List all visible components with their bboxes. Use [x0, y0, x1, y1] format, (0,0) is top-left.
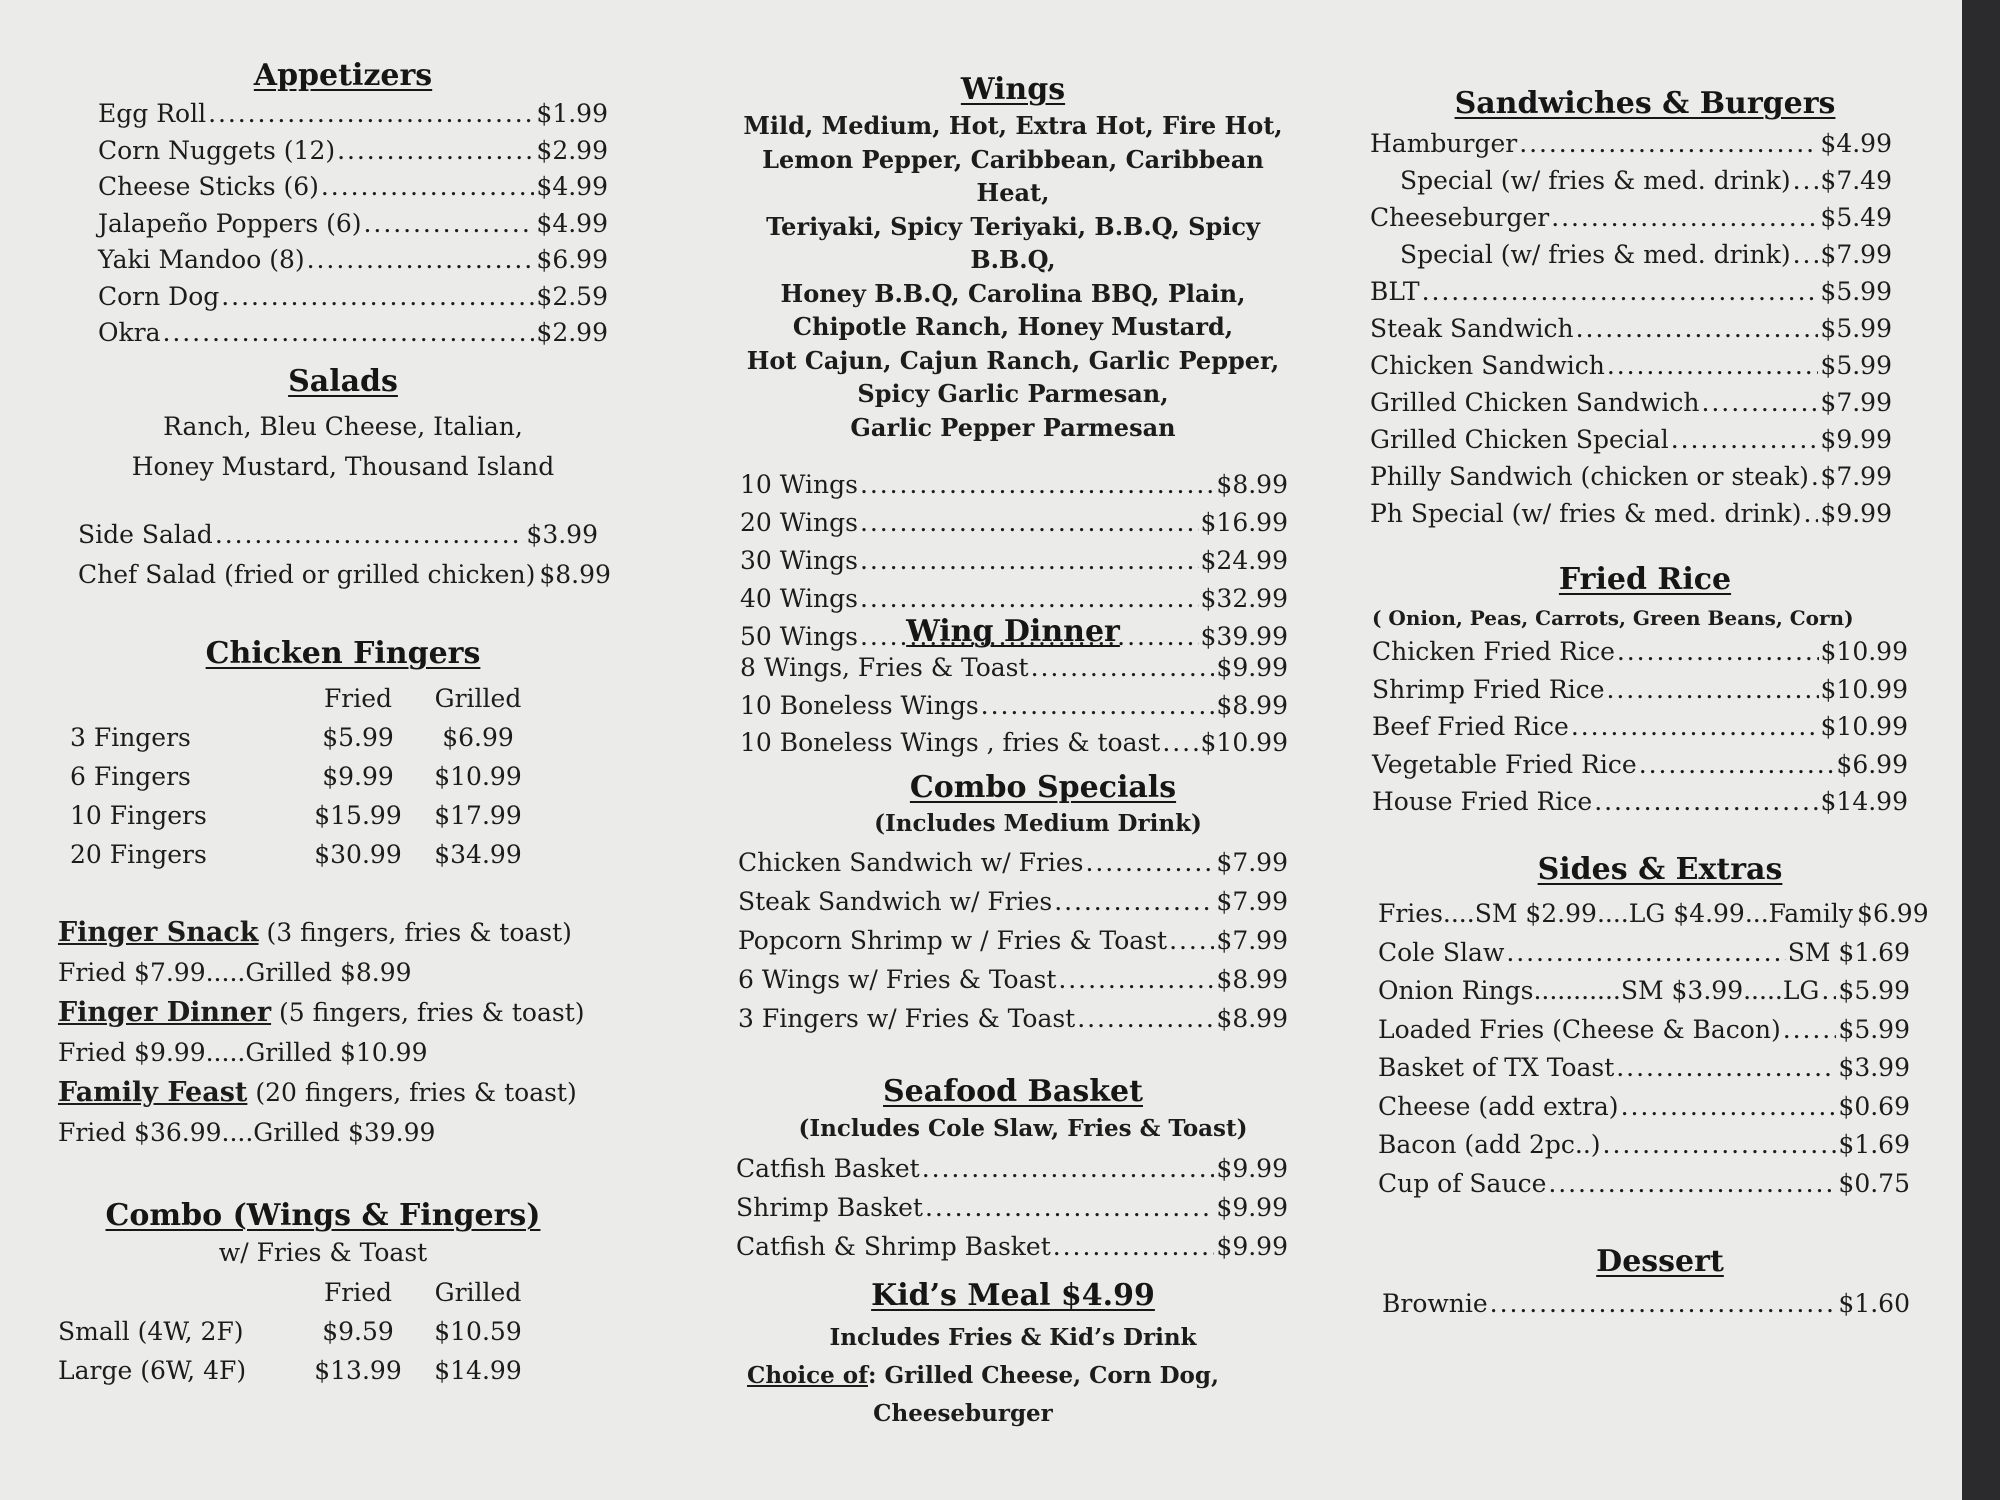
leader-dots	[1506, 934, 1785, 973]
item-price: $8.99	[1216, 1004, 1288, 1033]
leader-dots	[215, 515, 525, 555]
wing-flavor-line: Teriyaki, Spicy Teriyaki, B.B.Q, Spicy B.B.Q,	[766, 211, 1260, 274]
item-name: Chicken Sandwich	[1370, 351, 1605, 380]
finger-meal-header	[58, 913, 658, 953]
leader-dots	[1162, 724, 1198, 762]
item-name: Grilled Chicken Special	[1370, 425, 1669, 454]
grilled-price: $10.99	[434, 762, 522, 791]
wing-flavor-line: Lemon Pepper, Caribbean, Caribbean Heat,	[762, 144, 1264, 207]
finger-meals-list	[58, 913, 658, 1153]
price-row	[70, 796, 658, 835]
leader-dots	[1671, 421, 1819, 458]
item-name: Corn Dog	[98, 281, 220, 311]
item-name: Catfish & Shrimp Basket	[736, 1232, 1051, 1261]
leader-dots	[307, 242, 535, 279]
sandwich-item	[1370, 310, 1892, 347]
finger-meal-desc: (3 fingers, fries & toast)	[266, 918, 572, 947]
item-name: 20 Wings	[740, 508, 858, 537]
sandwiches-section	[1360, 86, 1930, 532]
item-name: Special (w/ fries & med. drink)	[1400, 240, 1791, 269]
item-price: $6.99	[1857, 899, 1929, 928]
item-name: Vegetable Fried Rice	[1372, 749, 1637, 779]
leader-dots	[364, 206, 535, 243]
appetizer-item	[98, 315, 608, 352]
appetizers-section	[58, 58, 658, 352]
item-price: $0.69	[1838, 1091, 1910, 1121]
leader-dots	[1551, 199, 1818, 236]
item-price: $10.99	[1200, 728, 1288, 757]
leader-dots	[1548, 1165, 1836, 1204]
chicken-fingers-table	[58, 718, 658, 874]
fried-price: $9.99	[322, 762, 394, 791]
salads-title: Salads	[288, 364, 398, 399]
side-item	[1378, 1049, 1910, 1088]
wing-dinner-item	[740, 649, 1288, 687]
dessert-section	[1360, 1244, 1930, 1323]
sandwich-item	[1370, 384, 1892, 421]
combo-special-item	[738, 843, 1288, 882]
side-item	[1378, 972, 1910, 1011]
seafood-item	[736, 1227, 1288, 1266]
leader-dots	[1603, 1126, 1837, 1165]
combo-wings-fingers-section	[58, 1198, 658, 1390]
item-name: Beef Fried Rice	[1372, 712, 1569, 741]
item-price: $1.99	[536, 99, 608, 128]
item-price: $1.60	[1838, 1289, 1910, 1318]
salad-item	[78, 555, 611, 595]
wing-dinner-list	[728, 649, 1298, 762]
leader-dots	[1085, 843, 1214, 882]
item-name: Cole Slaw	[1378, 937, 1505, 967]
sides-title: Sides & Extras	[1537, 852, 1783, 887]
wing-item	[740, 466, 1288, 504]
finger-meal-prices: Fried $9.99.....Grilled $10.99	[58, 1038, 428, 1067]
item-price: $24.99	[1200, 546, 1288, 575]
leader-dots	[1783, 1011, 1837, 1050]
appetizers-title: Appetizers	[253, 58, 433, 93]
leader-dots	[1058, 960, 1214, 999]
item-name: 6 Wings w/ Fries & Toast	[738, 965, 1057, 994]
col-fried-label: Fried	[323, 1278, 393, 1307]
seafood-section	[728, 1074, 1298, 1266]
appetizer-item	[98, 133, 608, 170]
side-item	[1378, 934, 1910, 973]
item-name: Ph Special (w/ fries & med. drink)	[1370, 499, 1802, 528]
side-item	[1378, 895, 1929, 934]
price-row	[58, 1351, 658, 1390]
item-name: Shrimp Basket	[736, 1193, 923, 1222]
item-price: $32.99	[1200, 584, 1288, 613]
item-price: $8.99	[1216, 965, 1288, 994]
combo-specials-list	[728, 843, 1298, 1038]
wing-item	[740, 542, 1288, 580]
item-price: $3.99	[1838, 1053, 1910, 1082]
leader-dots	[1571, 708, 1819, 746]
seafood-item	[736, 1149, 1288, 1188]
item-name: Okra	[98, 318, 161, 347]
side-item	[1378, 1165, 1910, 1204]
combo-special-item	[738, 999, 1288, 1038]
leader-dots	[208, 96, 534, 133]
item-price: $2.99	[536, 318, 608, 347]
item-name: Grilled Chicken Sandwich	[1370, 388, 1700, 417]
leader-dots	[321, 169, 535, 206]
item-price: $7.99	[1216, 848, 1288, 877]
item-price: $1.69	[1838, 1130, 1910, 1159]
item-name: Brownie	[1382, 1289, 1488, 1318]
grilled-price: $34.99	[434, 840, 522, 869]
item-name: 3 Fingers w/ Fries & Toast	[738, 1004, 1076, 1033]
leader-dots	[860, 466, 1214, 504]
item-price: $16.99	[1200, 508, 1288, 537]
leader-dots	[1607, 347, 1819, 384]
item-name: Steak Sandwich	[1370, 314, 1574, 343]
combo-specials-section	[728, 770, 1298, 1038]
leader-dots	[1793, 236, 1819, 273]
salads-list	[58, 515, 658, 595]
sandwich-item	[1370, 162, 1892, 199]
item-name: Hamburger	[1370, 129, 1518, 158]
col-fried-label: Fried	[323, 684, 393, 713]
wing-flavors	[728, 109, 1298, 444]
fried-price: $9.59	[322, 1317, 394, 1346]
fried-rice-list	[1360, 633, 1930, 821]
row-label: 10 Fingers	[70, 801, 207, 830]
item-name: Cup of Sauce	[1378, 1168, 1547, 1198]
finger-meals-section	[58, 913, 658, 1153]
leader-dots	[1422, 273, 1819, 310]
leader-dots	[1621, 1088, 1837, 1127]
item-price: $7.99	[1820, 240, 1892, 269]
fried-price: $5.99	[322, 723, 394, 752]
dessert-item	[1382, 1285, 1910, 1323]
leader-dots	[1576, 310, 1819, 347]
item-name: Catfish Basket	[736, 1154, 920, 1183]
item-price: $6.99	[536, 245, 608, 274]
sandwich-item	[1370, 236, 1892, 273]
item-name: Jalapeño Poppers (6)	[98, 208, 362, 238]
combo-wf-subtitle: w/ Fries & Toast	[218, 1238, 428, 1267]
leader-dots	[1639, 746, 1835, 784]
item-name: Steak Sandwich w/ Fries	[738, 887, 1053, 916]
spacer	[271, 998, 279, 1027]
finger-meal-prices: Fried $7.99.....Grilled $8.99	[58, 958, 412, 987]
item-name: Yaki Mandoo (8)	[98, 245, 305, 274]
sandwich-item	[1370, 125, 1892, 162]
chicken-fingers-title: Chicken Fingers	[205, 636, 481, 671]
item-price: $4.99	[1820, 129, 1892, 158]
item-name: Shrimp Fried Rice	[1372, 674, 1605, 704]
appetizer-item	[98, 242, 608, 279]
item-price: $9.99	[1820, 425, 1892, 454]
item-price: $10.99	[1820, 674, 1908, 704]
grilled-price: $14.99	[434, 1356, 522, 1385]
leader-dots	[925, 1188, 1214, 1227]
item-price: $5.49	[1820, 203, 1892, 232]
leader-dots	[1793, 162, 1819, 199]
leader-dots	[1606, 671, 1818, 709]
col-grilled-label: Grilled	[434, 684, 522, 713]
side-item	[1378, 1088, 1910, 1127]
combo-specials-subtitle: (Includes Medium Drink)	[874, 810, 1202, 837]
item-name: Popcorn Shrimp w / Fries & Toast	[738, 926, 1168, 955]
item-name: Cheese Sticks (6)	[98, 172, 319, 201]
wing-dinner-section	[728, 614, 1298, 762]
item-name: 10 Wings	[740, 470, 858, 499]
item-price: $10.99	[1820, 712, 1908, 741]
leader-dots	[1803, 495, 1818, 532]
item-price: $8.99	[1216, 470, 1288, 499]
leader-dots	[860, 504, 1199, 542]
kids-meal-includes: Includes Fries & Kid’s Drink	[829, 1324, 1197, 1351]
item-price: $0.75	[1838, 1168, 1910, 1198]
item-price: $9.99	[1216, 1154, 1288, 1183]
item-name: 10 Boneless Wings	[740, 690, 979, 720]
choice-of-label: Choice of	[747, 1362, 869, 1389]
finger-meal-title: Finger Dinner	[58, 997, 272, 1028]
seafood-item	[736, 1188, 1288, 1227]
finger-meal-header	[58, 993, 658, 1033]
item-price: $7.99	[1820, 462, 1892, 491]
item-price: $5.99	[1820, 277, 1892, 306]
wing-flavor-line: Chipotle Ranch, Honey Mustard,	[792, 312, 1234, 341]
wing-item	[740, 580, 1288, 618]
appetizer-item	[98, 279, 608, 316]
row-label: 6 Fingers	[70, 762, 191, 791]
sandwich-item	[1370, 421, 1892, 458]
leader-dots	[1519, 125, 1818, 162]
row-label: Small (4W, 2F)	[58, 1317, 244, 1346]
appetizers-list	[58, 96, 658, 352]
wing-flavor-line: Hot Cajun, Cajun Ranch, Garlic Pepper,	[746, 345, 1280, 375]
item-name: Bacon (add 2pc..)	[1378, 1130, 1601, 1159]
item-price: $7.99	[1216, 926, 1288, 955]
row-label: 3 Fingers	[70, 723, 191, 752]
item-price: $6.99	[1836, 749, 1908, 779]
appetizer-item	[98, 169, 608, 206]
item-name: Philly Sandwich (chicken or steak)	[1370, 462, 1809, 491]
combo-special-item	[738, 921, 1288, 960]
leader-dots	[1821, 972, 1836, 1011]
item-price: $7.49	[1820, 166, 1892, 195]
wing-dinner-title: Wing Dinner	[906, 614, 1120, 649]
leader-dots	[981, 687, 1215, 725]
sandwich-item	[1370, 495, 1892, 532]
finger-meal-prices: Fried $36.99....Grilled $39.99	[58, 1118, 436, 1147]
finger-meal-desc: (5 fingers, fries & toast)	[279, 998, 585, 1027]
item-name: 50 Wings	[740, 622, 858, 651]
item-name: Special (w/ fries & med. drink)	[1400, 166, 1791, 195]
sandwich-item	[1370, 199, 1892, 236]
item-price: $9.99	[1216, 1232, 1288, 1261]
item-price: $4.99	[536, 208, 608, 238]
finger-meal-header	[58, 1073, 658, 1113]
fried-rice-subtitle: ( Onion, Peas, Carrots, Green Beans, Corn)	[1372, 606, 1854, 630]
fried-rice-section	[1360, 562, 1930, 821]
sandwiches-list	[1360, 125, 1930, 532]
leader-dots	[1031, 649, 1215, 687]
item-price: $8.99	[1216, 690, 1288, 720]
item-name: House Fried Rice	[1372, 787, 1593, 816]
chicken-fingers-header	[58, 679, 658, 718]
item-name: Chef Salad (fried or grilled chicken)	[78, 560, 536, 589]
item-price: $14.99	[1820, 787, 1908, 816]
item-price: $7.99	[1216, 887, 1288, 916]
combo-wf-header	[58, 1273, 658, 1312]
grilled-price: $6.99	[442, 723, 514, 752]
item-price: $5.99	[1838, 1014, 1910, 1044]
combo-wf-table	[58, 1312, 658, 1390]
wing-dinner-item	[740, 687, 1288, 725]
leader-dots	[1702, 384, 1819, 421]
wing-flavor-line: Spicy Garlic Parmesan,	[857, 379, 1169, 408]
wings-section	[728, 72, 1298, 656]
sandwich-item	[1370, 458, 1892, 495]
side-item	[1378, 1011, 1910, 1050]
finger-meal-title: Finger Snack	[58, 917, 259, 948]
wing-dinner-item	[740, 724, 1288, 762]
leader-dots	[1169, 921, 1214, 960]
item-name: 40 Wings	[740, 584, 858, 613]
price-row	[70, 835, 658, 874]
item-name: 10 Boneless Wings , fries & toast	[740, 728, 1161, 757]
sides-section	[1360, 852, 1930, 1203]
item-name: Fries....SM $2.99....LG $4.99...Family	[1378, 899, 1854, 928]
leader-dots	[1054, 882, 1214, 921]
fried-rice-title: Fried Rice	[1558, 562, 1732, 597]
appetizer-item	[98, 96, 608, 133]
salad-item	[78, 515, 598, 555]
item-price: $9.99	[1216, 1193, 1288, 1222]
item-price: $8.99	[539, 560, 611, 589]
leader-dots	[1811, 458, 1819, 495]
sides-list	[1360, 895, 1930, 1203]
item-name: 30 Wings	[740, 546, 858, 575]
combo-specials-title: Combo Specials	[909, 770, 1177, 805]
salads-section	[58, 364, 658, 595]
item-name: BLT	[1370, 277, 1420, 306]
fried-rice-item	[1372, 708, 1908, 746]
leader-dots	[1490, 1285, 1837, 1323]
kids-meal-choice-cont: Cheeseburger	[873, 1400, 1053, 1427]
wing-flavor-line: Honey B.B.Q, Carolina BBQ, Plain,	[780, 278, 1246, 308]
salad-dressings	[78, 407, 608, 487]
item-price: $10.99	[1820, 637, 1908, 666]
leader-dots	[922, 1149, 1215, 1188]
fried-rice-item	[1372, 671, 1908, 709]
item-price: $39.99	[1200, 622, 1288, 651]
item-price: $5.99	[1820, 314, 1892, 343]
item-name: Onion Rings...........SM $3.99.....LG	[1378, 976, 1820, 1005]
price-row	[70, 718, 658, 757]
dressings-line: Ranch, Bleu Cheese, Italian,	[163, 412, 523, 441]
item-name: Corn Nuggets (12)	[98, 135, 336, 165]
col-grilled-label: Grilled	[434, 1278, 522, 1307]
leader-dots	[1594, 783, 1818, 821]
item-price: SM $1.69	[1787, 937, 1910, 967]
side-item	[1378, 1126, 1910, 1165]
item-price: $9.99	[1820, 499, 1892, 528]
price-row	[58, 1312, 658, 1351]
kids-meal-choice	[728, 1357, 1298, 1395]
sandwich-item	[1370, 273, 1892, 310]
choice-of-text: : Grilled Cheese, Corn Dog,	[868, 1362, 1219, 1389]
fried-rice-item	[1372, 746, 1908, 784]
item-name: Cheeseburger	[1370, 203, 1550, 232]
dressings-line: Honey Mustard, Thousand Island	[131, 452, 555, 481]
seafood-title: Seafood Basket	[883, 1074, 1143, 1109]
leader-dots	[860, 580, 1199, 618]
sandwich-item	[1370, 347, 1892, 384]
item-name: Cheese (add extra)	[1378, 1091, 1619, 1121]
item-name: Egg Roll	[98, 99, 207, 128]
price-row	[70, 757, 658, 796]
sandwiches-title: Sandwiches & Burgers	[1454, 86, 1836, 121]
fried-price: $15.99	[314, 801, 402, 830]
item-price: $2.99	[536, 135, 608, 165]
leader-dots	[1616, 1049, 1836, 1088]
grilled-price: $10.59	[434, 1317, 522, 1346]
dessert-title: Dessert	[1596, 1244, 1724, 1279]
leader-dots	[337, 133, 534, 170]
wing-flavor-line: Garlic Pepper Parmesan	[850, 412, 1176, 442]
kids-meal-section	[728, 1278, 1298, 1433]
chicken-fingers-section	[58, 636, 658, 874]
fried-price: $13.99	[314, 1356, 402, 1385]
item-price: $4.99	[536, 172, 608, 201]
row-label: Large (6W, 4F)	[58, 1356, 247, 1385]
leader-dots	[1617, 633, 1819, 671]
fried-rice-item	[1372, 783, 1908, 821]
wing-item	[740, 504, 1288, 542]
item-name: Chicken Fried Rice	[1372, 637, 1615, 666]
seafood-subtitle: (Includes Cole Slaw, Fries & Toast)	[798, 1115, 1248, 1142]
item-price: $5.99	[1820, 351, 1892, 380]
wings-title: Wings	[960, 72, 1066, 107]
combo-wf-title: Combo (Wings & Fingers)	[105, 1198, 541, 1233]
item-price: $7.99	[1820, 388, 1892, 417]
item-price: $2.59	[536, 281, 608, 311]
item-price: $3.99	[526, 520, 598, 549]
appetizer-item	[98, 206, 608, 243]
combo-special-item	[738, 882, 1288, 921]
wing-flavor-line: Mild, Medium, Hot, Extra Hot, Fire Hot,	[743, 111, 1283, 140]
combo-special-item	[738, 960, 1288, 999]
kids-meal-title: Kid’s Meal $4.99	[871, 1278, 1155, 1313]
seafood-list	[728, 1149, 1298, 1266]
leader-dots	[163, 315, 535, 352]
leader-dots	[860, 542, 1199, 580]
fried-price: $30.99	[314, 840, 402, 869]
leader-dots	[1053, 1227, 1215, 1266]
dessert-list	[1360, 1285, 1930, 1323]
grilled-price: $17.99	[434, 801, 522, 830]
finger-meal-desc: (20 fingers, fries & toast)	[255, 1078, 577, 1107]
leader-dots	[221, 279, 534, 316]
leader-dots	[1077, 999, 1214, 1038]
item-price: $5.99	[1838, 976, 1910, 1005]
finger-meal-title: Family Feast	[58, 1077, 248, 1108]
item-name: Side Salad	[78, 520, 213, 549]
item-price: $9.99	[1216, 653, 1288, 682]
item-name: Loaded Fries (Cheese & Bacon)	[1378, 1014, 1781, 1044]
fried-rice-item	[1372, 633, 1908, 671]
item-name: Basket of TX Toast	[1378, 1053, 1615, 1082]
row-label: 20 Fingers	[70, 840, 207, 869]
item-name: 8 Wings, Fries & Toast	[740, 653, 1029, 682]
item-name: Chicken Sandwich w/ Fries	[738, 848, 1084, 877]
